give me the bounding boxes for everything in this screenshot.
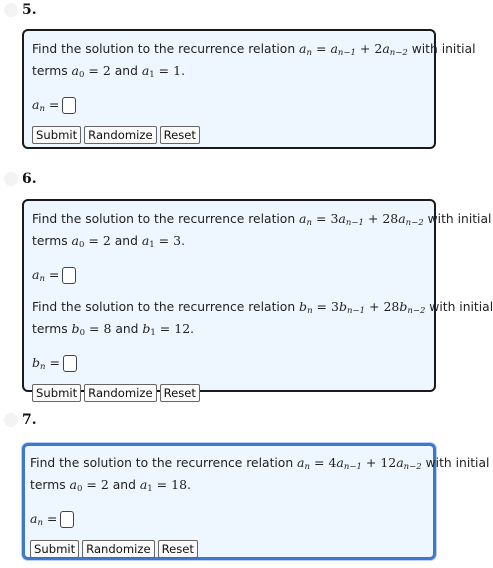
answer-label: $b_n$ = [32, 354, 60, 372]
answer-input[interactable] [62, 267, 76, 284]
submit-button[interactable]: Submit [30, 540, 79, 558]
problem-statement: Find the solution to the recurrence relation $a_n = a_{n-1} + 2a_{n-2}$ with initial terms $a_0 = 2$ and $a_1 = 1$. [32, 41, 476, 80]
question-number: 5. [22, 2, 37, 18]
answer-label: $a_n$ = [32, 266, 60, 284]
problem-statement: Find the solution to the recurrence relation $a_n = 3a_{n-1} + 28a_{n-2}$ with initial terms $a_0 = 2$ and $a_1 = 3$. [32, 211, 492, 250]
randomize-button[interactable]: Randomize [84, 384, 156, 402]
question-card [22, 443, 490, 560]
reset-button[interactable]: Reset [160, 384, 200, 402]
answer-row [32, 352, 426, 374]
reset-button[interactable]: Reset [158, 540, 198, 558]
question-number: 6. [22, 171, 37, 187]
question-card [22, 199, 493, 400]
reset-button[interactable]: Reset [160, 126, 200, 144]
answer-label: $a_n$ = [30, 510, 58, 528]
answer-input[interactable] [63, 355, 77, 372]
button-row [32, 384, 426, 402]
question-card [22, 29, 476, 149]
submit-button[interactable]: Submit [32, 126, 81, 144]
randomize-button[interactable]: Randomize [84, 126, 156, 144]
question-number: 7. [22, 412, 37, 428]
answer-label: $a_n$ = [32, 96, 60, 114]
button-row [32, 126, 426, 144]
answer-input[interactable] [62, 97, 76, 114]
answer-input[interactable] [60, 511, 74, 528]
answer-row [32, 264, 426, 286]
answer-row [32, 94, 426, 116]
button-row [30, 540, 429, 558]
answer-row [30, 508, 429, 530]
randomize-button[interactable]: Randomize [82, 540, 154, 558]
problem-statement: Find the solution to the recurrence relation $a_n = 4a_{n-1} + 12a_{n-2}$ with initial terms $a_0 = 2$ and $a_1 = 18$. [30, 455, 490, 494]
submit-button[interactable]: Submit [32, 384, 81, 402]
problem-statement: Find the solution to the recurrence relation $b_n = 3b_{n-1} + 28b_{n-2}$ with initial terms $b_0 = 8$ and $b_1 = 12$. [32, 299, 493, 338]
